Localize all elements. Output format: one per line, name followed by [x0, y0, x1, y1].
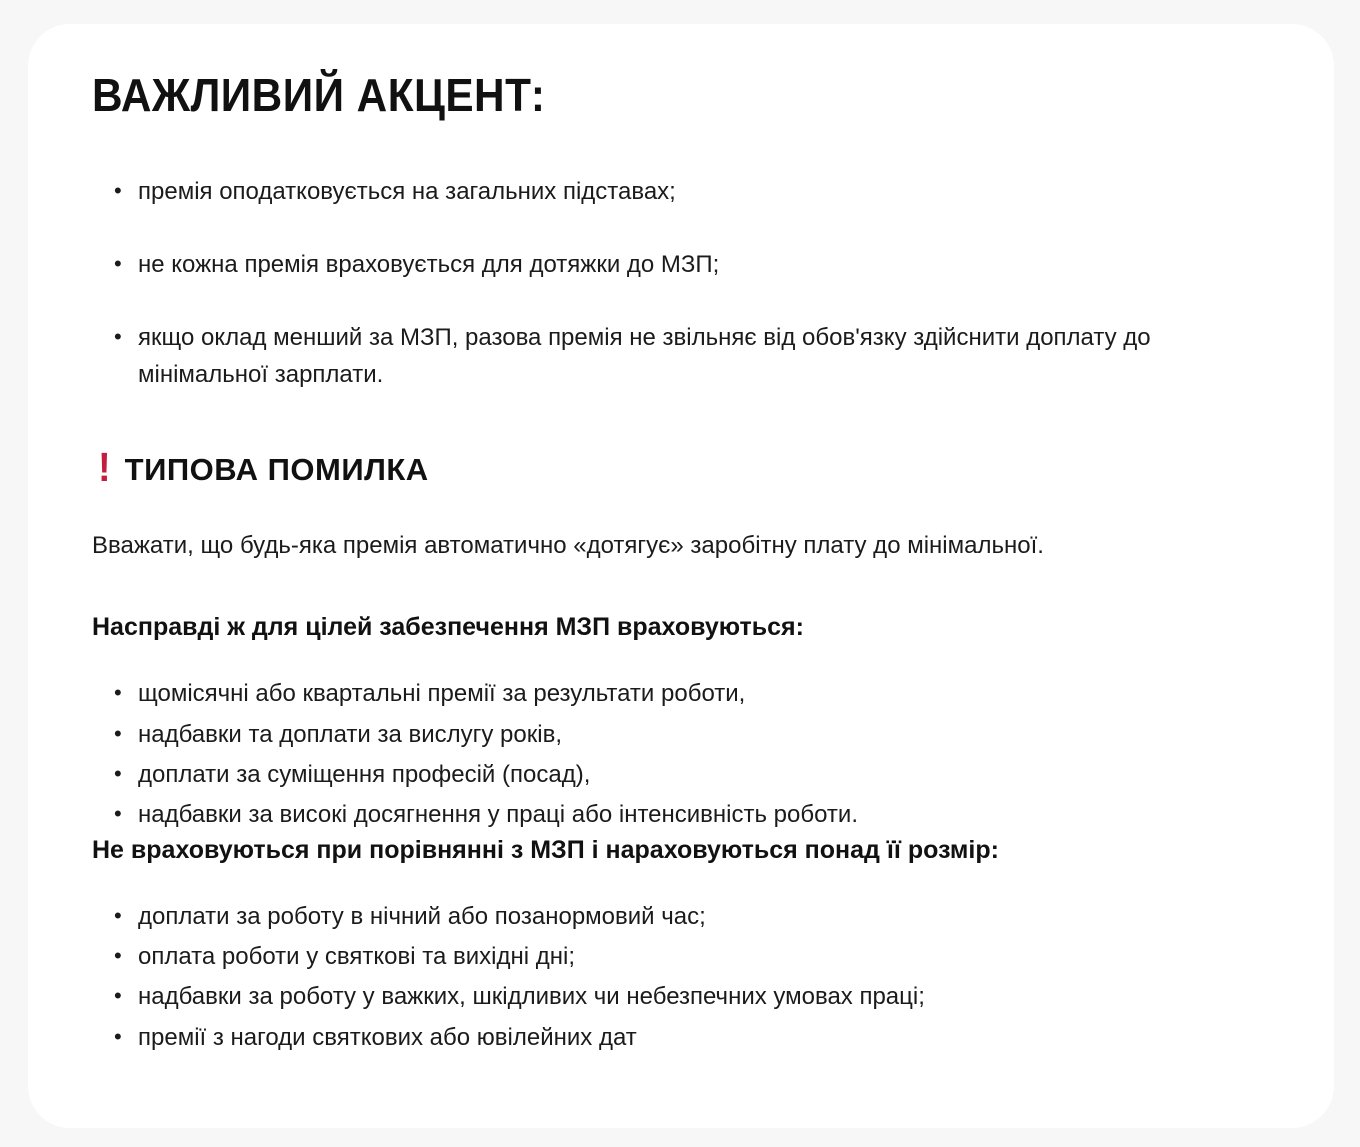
- included-list: [92, 675, 1270, 833]
- list-item: • премії з нагоди святкових або ювілейних дат: [114, 1019, 1270, 1056]
- mistake-title: ТИПОВА ПОМИЛКА: [124, 452, 429, 488]
- accent-list: [92, 173, 1270, 394]
- list-item: • надбавки та доплати за вислугу років,: [114, 716, 1270, 753]
- list-item: • якщо оклад менший за МЗП, разова премія не звільняє від обов'язку здійснити доплату до мінімальної зарплати.: [114, 319, 1270, 393]
- list-item: • не кожна премія враховується для дотяжки до МЗП;: [114, 246, 1270, 283]
- list-item: • оплата роботи у святкові та вихідні дні;: [114, 938, 1270, 975]
- page-title-text: ВАЖЛИВИЙ АКЦЕНТ:: [92, 69, 546, 121]
- included-heading: Насправді ж для цілей забезпечення МЗП враховуються:: [92, 613, 804, 642]
- list-item: • надбавки за високі досягнення у праці або інтенсивність роботи.: [114, 796, 1270, 833]
- mistake-heading: [98, 445, 1270, 492]
- exclamation-icon: !: [98, 445, 111, 492]
- list-item: • надбавки за роботу у важких, шкідливих чи небезпечних умовах праці;: [114, 978, 1270, 1015]
- list-item: • доплати за суміщення професій (посад),: [114, 756, 1270, 793]
- list-item: • щомісячні або квартальні премії за результати роботи,: [114, 675, 1270, 712]
- content-card: [28, 24, 1334, 1128]
- list-item: • доплати за роботу в нічний або позанормовий час;: [114, 898, 1270, 935]
- excluded-list: [92, 898, 1270, 1056]
- excluded-heading: Не враховуються при порівнянні з МЗП і нараховуються понад її розмір:: [92, 836, 999, 865]
- mistake-description: Вважати, що будь-яка премія автоматично «дотягує» заробітну плату до мінімальної.: [92, 532, 1044, 560]
- page-title: [92, 70, 1270, 121]
- list-item: • премія оподатковується на загальних підставах;: [114, 173, 1270, 210]
